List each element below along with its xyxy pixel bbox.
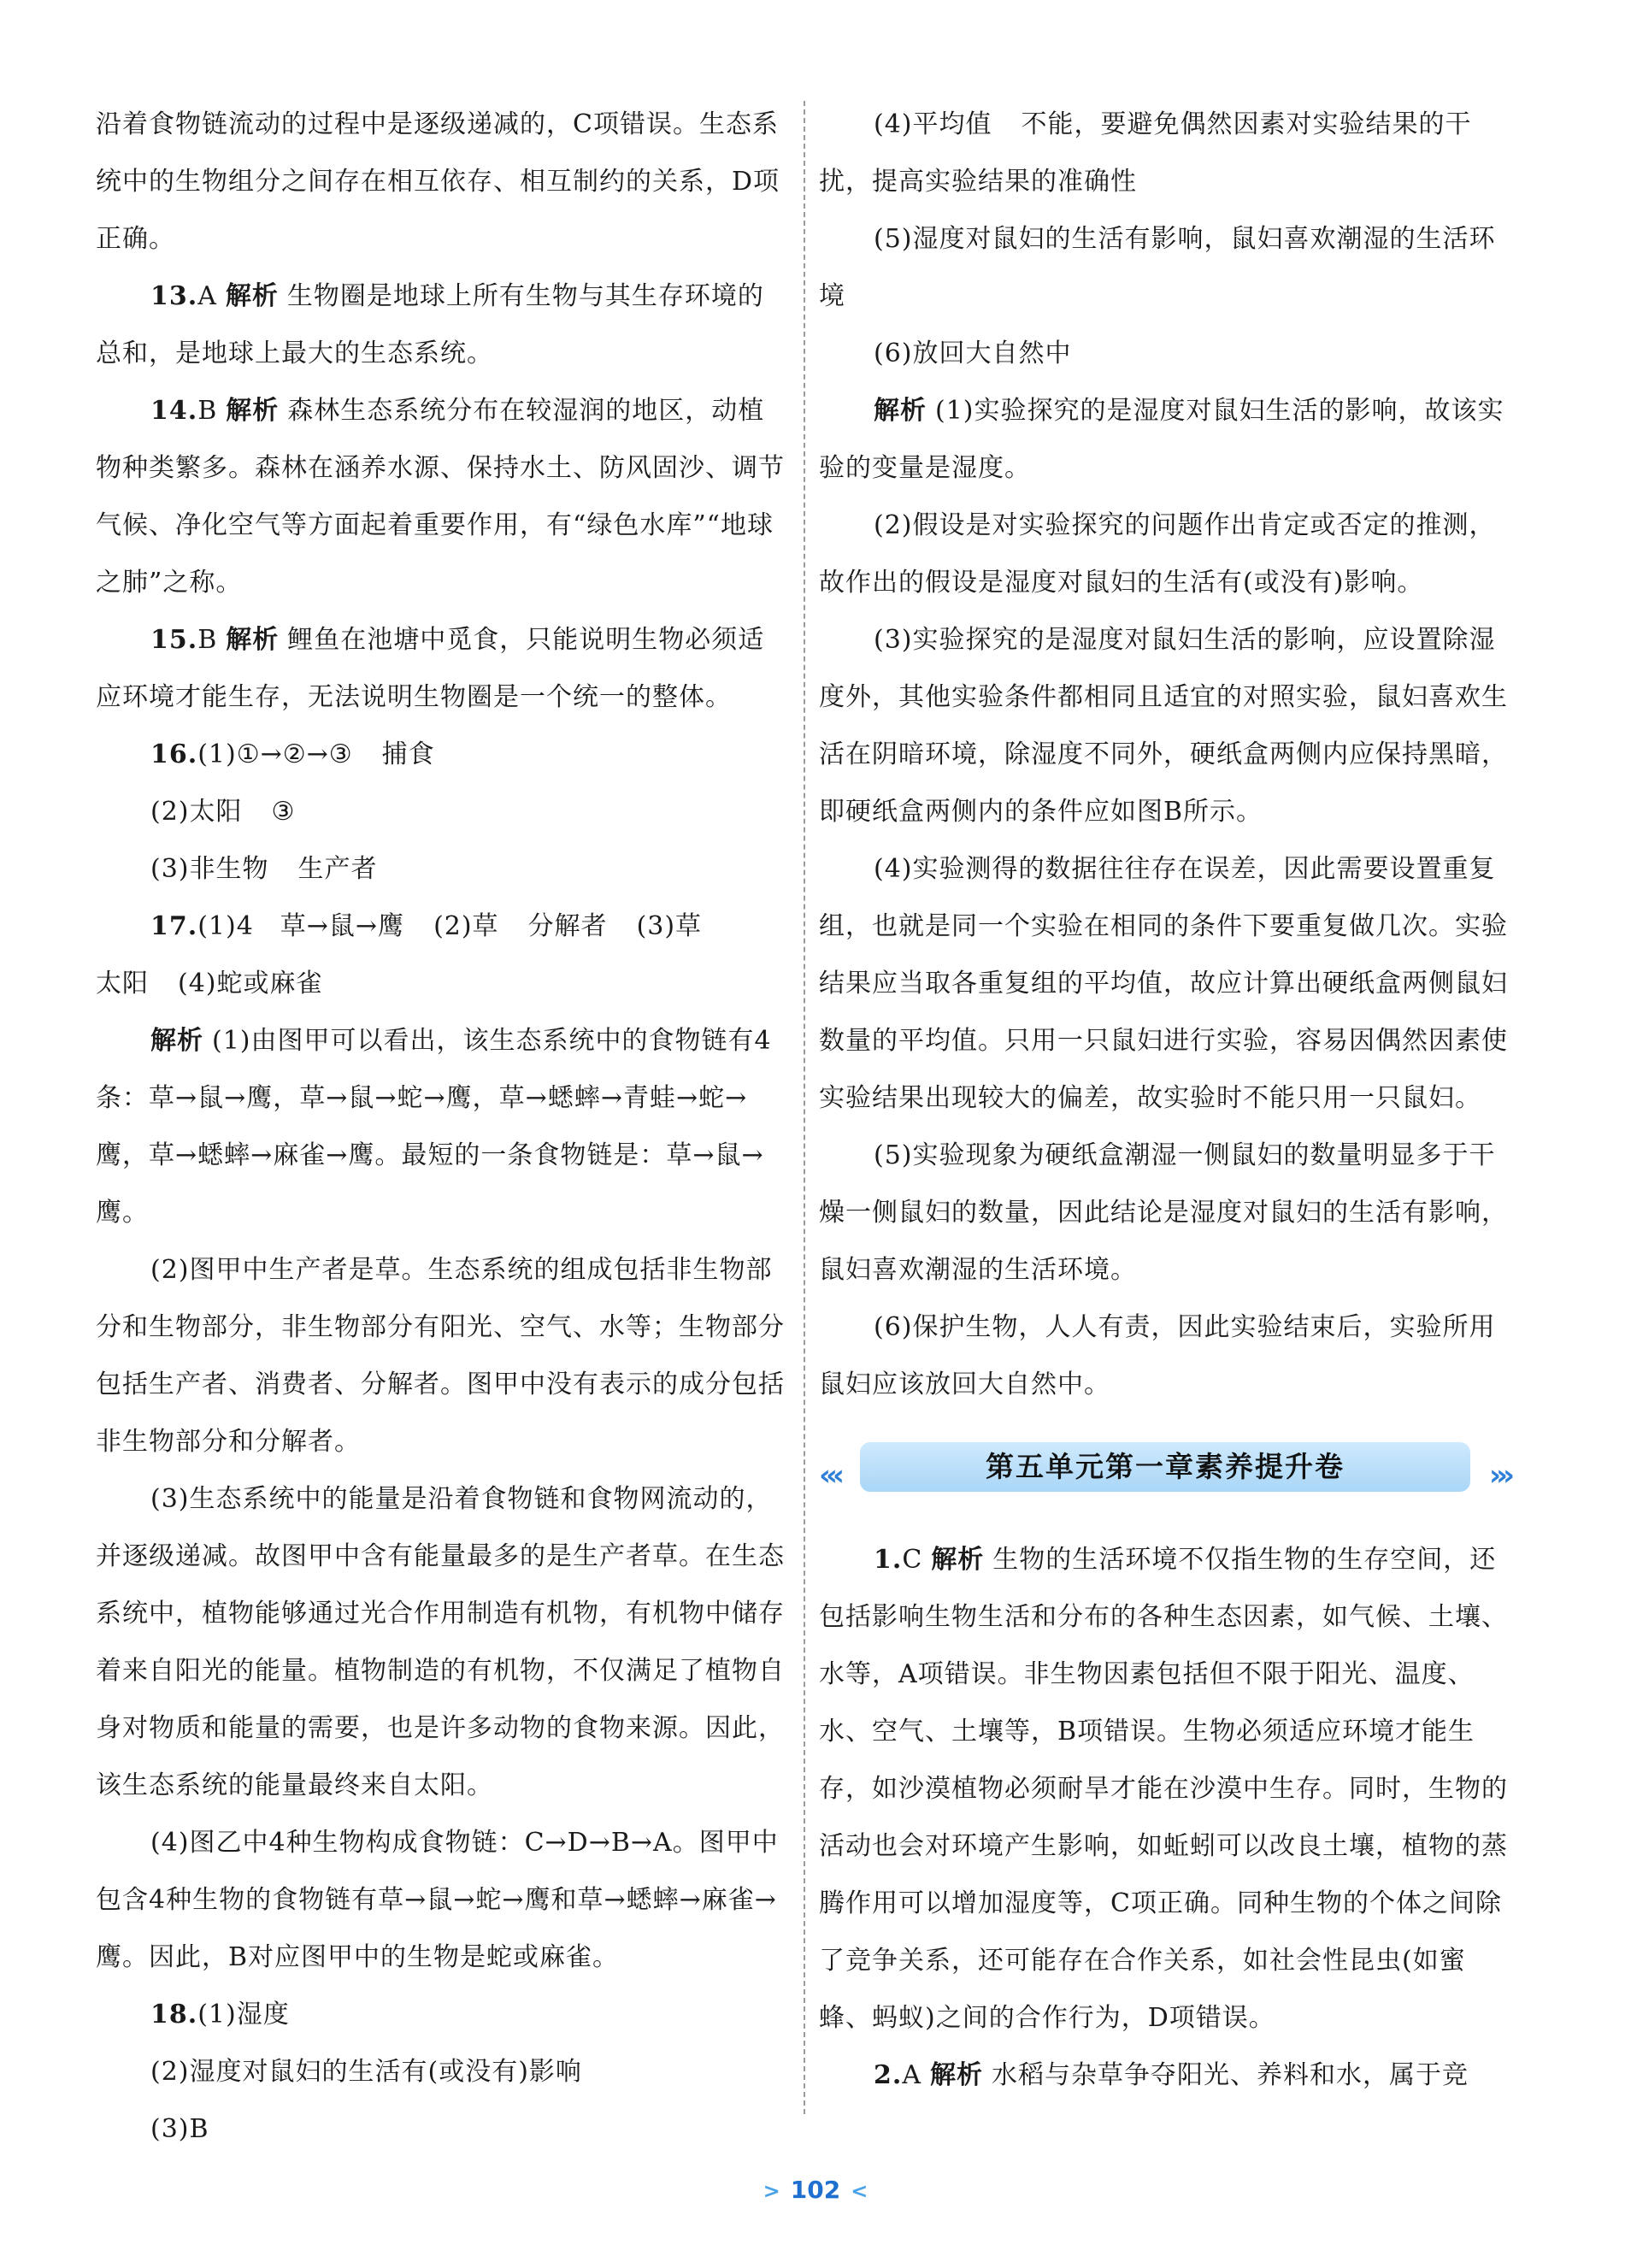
question-number: 17.: [150, 911, 198, 941]
paragraph: 沿着食物链流动的过程中是逐级递减的，C项错误。生态系统中的生物组分之间存在相互依存、相互制约的关系，D项正确。: [96, 109, 780, 254]
answer-line: (3)B: [150, 2114, 209, 2144]
answer-line: [96, 955, 788, 1012]
left-column: [96, 96, 788, 2158]
analysis-text: (1)实验探究的是湿度对鼠妇生活的影响，故该实验的变量是湿度。: [819, 396, 1504, 483]
answer-item-1: [819, 1531, 1513, 2047]
answer-part: (1)湿度: [197, 2000, 290, 2029]
question-number: 18.: [150, 2000, 198, 2029]
analysis-label: 解析: [226, 625, 280, 655]
analysis-paragraph: (3)实验探究的是湿度对鼠妇生活的影响，应设置除湿度外，其他实验条件都相同且适宜的对照实验，鼠妇喜欢生活在阴暗环境，除湿度不同外，硬纸盒两侧内应保持黑暗，即硬纸盒两侧内的条件应如图B所示。: [819, 625, 1508, 827]
question-number: 1.: [874, 1545, 903, 1575]
analysis-paragraph: (2)图甲中生产者是草。生态系统的组成包括非生物部分和生物部分，非生物部分有阳光、空气、水等；生物部分包括生产者、消费者、分解者。图甲中没有表示的成分包括非生物部分和分解者。: [96, 1255, 785, 1457]
answer-choice: A: [197, 281, 217, 311]
answer-part: (1)①→②→③: [197, 739, 353, 769]
analysis-paragraph: (2)假设是对实验探究的问题作出肯定或否定的推测，故作出的假设是湿度对鼠妇的生活有(或没有)影响。: [819, 510, 1496, 598]
analysis-label: 解析: [150, 1026, 203, 1056]
analysis-text: (1)由图甲可以看出，该生态系统中的食物链有4条：草→鼠→鹰，草→鼠→蛇→鹰，草→蟋蟀→青蛙→蛇→鹰，草→蟋蟀→麻雀→鹰。最短的一条食物链是：草→鼠→鹰。: [96, 1026, 772, 1228]
answer-item-2: [819, 2047, 1513, 2104]
answer-item-13: [96, 268, 788, 382]
analysis-text: 水稻与杂草争夺阳光、养料和水，属于竞: [992, 2060, 1469, 2090]
answer-choice: C: [902, 1545, 923, 1575]
answer-part: 不能，要避免偶然因素对实验结果的干扰，提高实验结果的准确性: [819, 109, 1472, 197]
answer-line: (6)放回大自然中: [874, 339, 1072, 368]
analysis-paragraph: (5)实验现象为硬纸盒潮湿一侧鼠妇的数量明显多于干燥一侧鼠妇的数量，因此结论是湿度对鼠妇的生活有影响，鼠妇喜欢潮湿的生活环境。: [819, 1140, 1508, 1285]
answer-item-16: [96, 726, 788, 783]
analysis-label: 解析: [226, 396, 280, 426]
answer-line: (2)湿度对鼠妇的生活有(或没有)影响: [150, 2057, 582, 2087]
answer-line: [96, 783, 788, 840]
arrow-right-icon: >: [763, 2179, 780, 2203]
question-number: 2.: [874, 2060, 903, 2090]
answer-choice: A: [902, 2060, 921, 2090]
right-column: [819, 96, 1513, 2104]
column-divider: [804, 101, 805, 2114]
answer-part: 生产者: [297, 854, 378, 884]
analysis-text: 生物的生活环境不仅指生物的生存空间，还包括影响生物生活和分布的各种生态因素，如气候、土壤、水等，A项错误。非生物因素包括但不限于阳光、温度、水、空气、土壤等，B项错误。生物必须适应环境才能生存，如沙漠植物必须耐旱才能在沙漠中生存。同时，生物的活动也会对环境产生影响，如蚯蚓可以改良土壤，植物的蒸腾作用可以增加湿度等，C项正确。同种生物的个体之间除了竞争关系，还可能存在合作关系，如社会性昆虫(如蜜蜂、蚂蚁)之间的合作行为，D项错误。: [819, 1545, 1508, 2033]
answer-part: (4)平均值: [874, 109, 992, 139]
question-number: 13.: [150, 281, 198, 311]
page-number-footer: [0, 2176, 1631, 2204]
answer-part: 分解者: [527, 911, 608, 941]
analysis-text: 生物圈是地球上所有生物与其生存环境的总和，是地球上最大的生态系统。: [96, 281, 764, 368]
answer-part: (4)蛇或麻雀: [178, 969, 323, 999]
analysis-text: 鲤鱼在池塘中觅食，只能说明生物必须适应环境才能生存，无法说明生物圈是一个统一的整体。: [96, 625, 765, 712]
analysis-paragraph: (4)图乙中4种生物构成食物链：C→D→B→A。图甲中包含4种生物的食物链有草→鼠→蛇→鹰和草→蟋蟀→麻雀→鹰。因此，B对应图甲中的生物是蛇或麻雀。: [96, 1828, 779, 1972]
answer-part: (2)草: [433, 911, 499, 941]
answer-part: ③: [271, 797, 296, 827]
answer-part: (2)太阳: [150, 797, 243, 827]
answer-part: 太阳: [96, 969, 149, 999]
answer-line: (5)湿度对鼠妇的生活有影响，鼠妇喜欢潮湿的生活环境: [819, 224, 1496, 311]
question-number: 15.: [150, 625, 198, 655]
double-chevron-left-icon: ‹‹‹: [819, 1458, 840, 1493]
answer-line: [96, 840, 788, 898]
section-title: 第五单元第一章素养提升卷: [860, 1442, 1470, 1492]
analysis-label: 解析: [225, 281, 279, 311]
answer-item-14: [96, 382, 788, 611]
analysis-paragraph: [96, 1012, 788, 1241]
question-number: 16.: [150, 739, 198, 769]
page-number: 102: [790, 2176, 841, 2204]
analysis-text: 森林生态系统分布在较湿润的地区，动植物种类繁多。森林在涵养水源、保持水土、防风固沙、调节气候、净化空气等方面起着重要作用，有“绿色水库”“地球之肺”之称。: [96, 396, 785, 598]
answer-item-18: [96, 1986, 788, 2043]
analysis-paragraph: (6)保护生物，人人有责，因此实验结束后，实验所用鼠妇应该放回大自然中。: [819, 1312, 1496, 1399]
analysis-paragraph: (3)生态系统中的能量是沿着食物链和食物网流动的，并逐级递减。故图甲中含有能量最多的是生产者草。在生态系统中，植物能够通过光合作用制造有机物，有机物中储存着来自阳光的能量。植物制造的有机物，不仅满足了植物自身对物质和能量的需要，也是许多动物的食物来源。因此，该生态系统的能量最终来自太阳。: [96, 1484, 785, 1800]
answer-item-17: [96, 898, 788, 955]
answer-part: (1)4 草→鼠→鹰: [197, 911, 405, 941]
section-banner: [819, 1437, 1513, 1500]
answer-choice: B: [197, 396, 218, 426]
answer-item-15: [96, 611, 788, 726]
analysis-label: 解析: [874, 396, 927, 426]
answer-line: [819, 96, 1513, 210]
answer-choice: B: [197, 625, 218, 655]
analysis-label: 解析: [931, 1545, 985, 1575]
analysis-paragraph: (4)实验测得的数据往往存在误差，因此需要设置重复组，也就是同一个实验在相同的条件下要重复做几次。实验结果应当取各重复组的平均值，故应计算出硬纸盒两侧鼠妇数量的平均值。只用一只鼠妇进行实验，容易因偶然因素使实验结果出现较大的偏差，故实验时不能只用一只鼠妇。: [819, 854, 1508, 1113]
answer-part: 捕食: [381, 739, 435, 769]
answer-part: (3)非生物: [150, 854, 269, 884]
question-number: 14.: [150, 396, 198, 426]
analysis-paragraph: [819, 382, 1513, 497]
double-chevron-right-icon: ›››: [1488, 1458, 1510, 1493]
analysis-label: 解析: [930, 2060, 983, 2090]
answer-part: (3)草: [636, 911, 703, 941]
arrow-left-icon: <: [851, 2179, 868, 2203]
